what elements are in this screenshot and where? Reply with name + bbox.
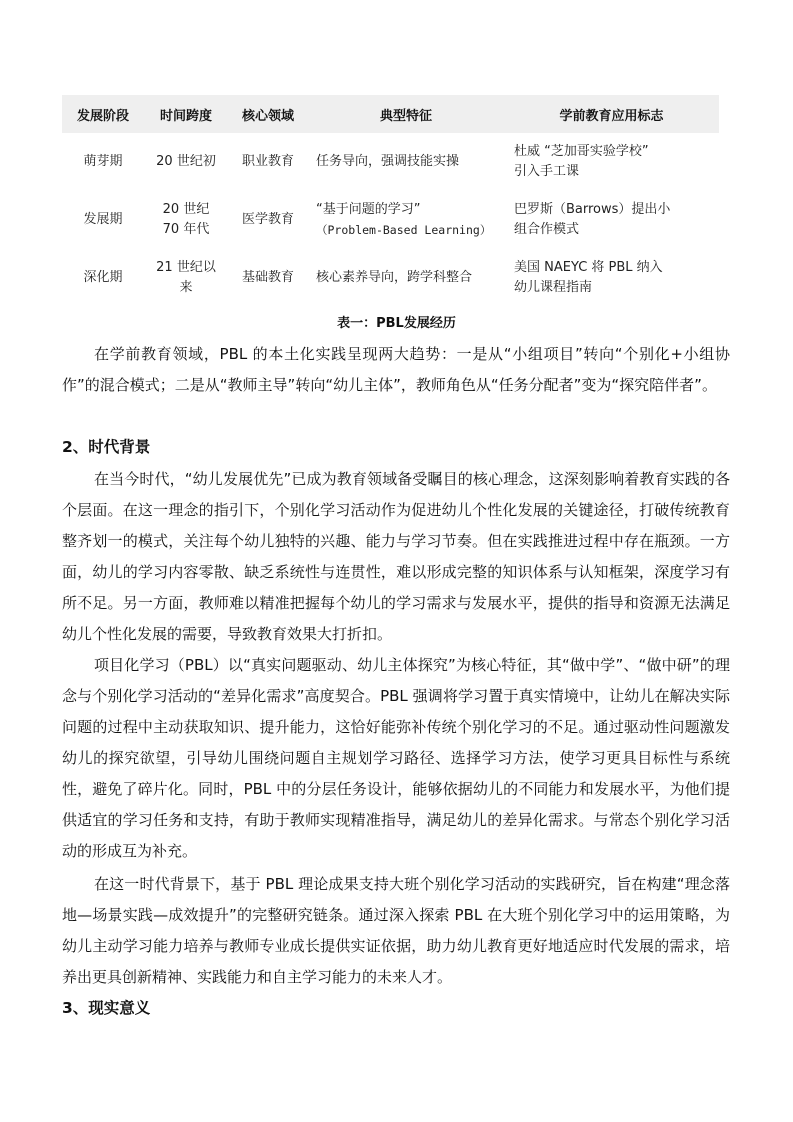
cell-time-line: 70 年代 [162,222,210,237]
cell-application-line: 杜威 “芝加哥实验学校” [514,144,649,159]
cell-feature-line: （Problem-Based Learning） [316,223,492,237]
cell-time [144,133,228,191]
cell-feature [308,191,504,249]
cell-stage: 萌芽期 [83,154,123,169]
section-heading-era-background: 2、时代背景 [62,438,151,456]
cell-feature-line: 核心素养导向，跨学科整合 [316,270,473,285]
cell-application-line: 组合作模式 [514,222,580,237]
cell-application [504,191,719,249]
cell-stage: 深化期 [83,270,123,285]
header-stage: 发展阶段 [76,108,129,124]
table-row [62,249,719,307]
cell-stage: 发展期 [83,212,123,227]
header-application: 学前教育应用标志 [559,108,664,124]
cell-feature-line: “基于问题的学习” [316,202,421,217]
header-feature: 典型特征 [379,108,432,124]
cell-time-line: 20 世纪初 [156,154,216,169]
cell-domain: 医学教育 [241,212,294,227]
table-row [62,133,719,191]
cell-time [144,191,228,249]
cell-feature [308,133,504,191]
table-row [62,191,719,249]
table-header-row [62,95,719,133]
cell-application [504,133,719,191]
cell-application [504,249,719,307]
cell-feature [308,249,504,307]
cell-domain: 基础教育 [241,270,294,285]
cell-time-line: 20 世纪 [162,202,210,217]
cell-application-line: 引入手工课 [514,164,580,179]
paragraph-research-aim: 在这一时代背景下，基于 PBL 理论成果支持大班个别化学习活动的实践研究，旨在构建“理念落地—场景实践—成效提升”的完整研究链条。通过深入探索 PBL 在大班个别化学习中的运用策略，为幼儿主动学习能力培养与教师专业成长提供实证依据，助力幼儿教育更好地适应时代发展的需求，培养出更具创新精神、实践能力和自主学习能力的未来人才。 [62,875,730,986]
cell-application-line: 幼儿课程指南 [514,280,593,295]
cell-time-line: 来 [179,280,193,295]
cell-time-line: 21 世纪以 [156,260,216,275]
cell-application-line: 美国 NAEYC 将 PBL 纳入 [514,260,663,275]
header-time: 时间跨度 [159,108,212,124]
paragraph-era-background: 在当今时代，“幼儿发展优先”已成为教育领域备受瞩目的核心理念，这深刻影响着教育实践的各个层面。在这一理念的指引下，个别化学习活动作为促进幼儿个性化发展的关键途径，打破传统教育整齐划一的模式，关注每个幼儿独特的兴趣、能力与学习节奏。但在实践推进过程中存在瓶颈。一方面，幼儿的学习内容零散、缺乏系统性与连贯性，难以形成完整的知识体系与认知框架，深度学习有所不足。另一方面，教师难以精准把握每个幼儿的学习需求与发展水平，提供的指导和资源无法满足幼儿个性化发展的需要，导致教育效果大打折扣。 [62,470,730,643]
section-heading-practical-significance: 3、现实意义 [62,999,151,1017]
table-caption: 表一：PBL发展经历 [337,316,456,331]
header-domain: 核心领域 [241,108,294,124]
cell-time [144,249,228,307]
cell-application-line: 巴罗斯（Barrows）提出小 [514,202,671,217]
cell-feature-line: 任务导向，强调技能实操 [316,154,460,169]
paragraph-pbl-features: 项目化学习（PBL）以“真实问题驱动、幼儿主体探究”为核心特征，其“做中学”、“做中研”的理念与个别化学习活动的“差异化需求”高度契合。PBL 强调将学习置于真实情境中，让幼儿在解决实际问题的过程中主动获取知识、提升能力，这恰好能弥补传统个别化学习的不足。通过驱动性问题激发幼儿的探究欲望，引导幼儿围绕问题自主规划学习路径、选择学习方法，使学习更具目标性与系统性，避免了碎片化。同时，PBL 中的分层任务设计，能够依据幼儿的不同能力和发展水平，为他们提供适宜的学习任务和支持，有助于教师实现精准指导，满足幼儿的差异化需求。与常态个别化学习活动的形成互为补充。 [62,656,730,860]
paragraph-pbl-localization: 在学前教育领域，PBL 的本土化实践呈现两大趋势：一是从“小组项目”转向“个别化+小组协作”的混合模式；二是从“教师主导”转向“幼儿主体”，教师角色从“任务分配者”变为“探究陪伴者”。 [62,345,730,394]
cell-domain: 职业教育 [241,154,294,169]
pbl-development-table [62,95,719,307]
